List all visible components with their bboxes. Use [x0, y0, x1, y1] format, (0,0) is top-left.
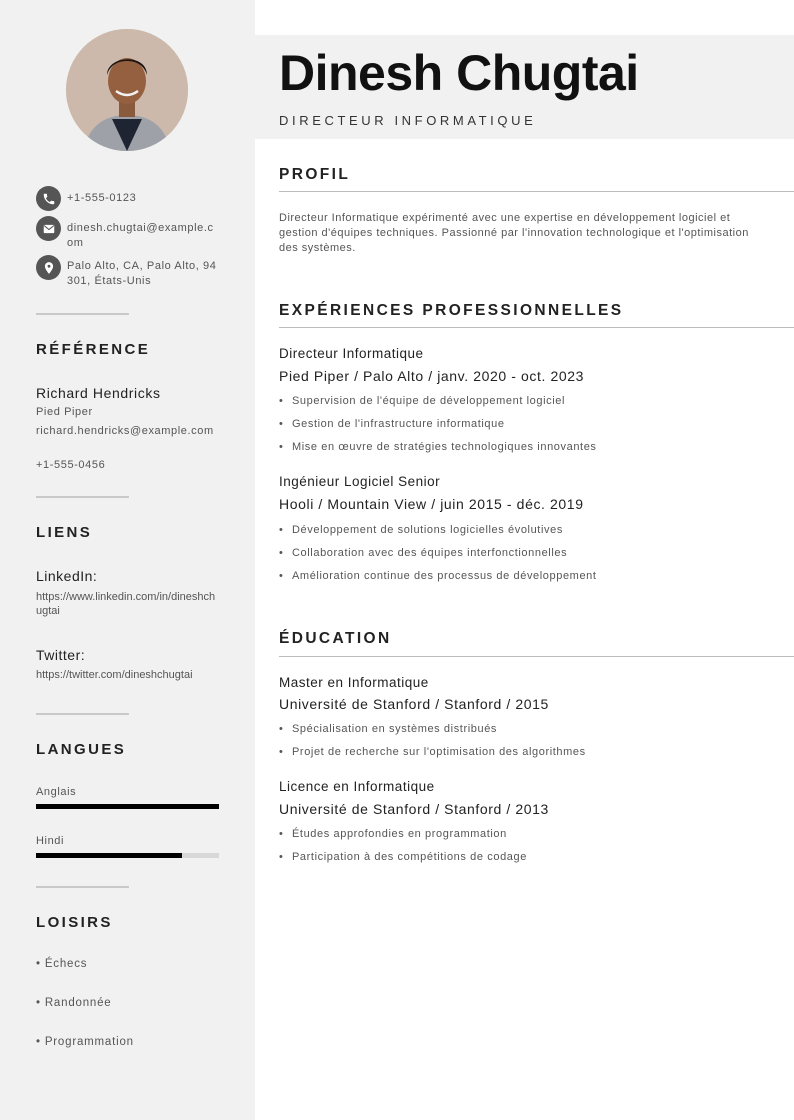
email-text[interactable]: dinesh.chugtai@example.com	[67, 222, 214, 249]
language-level-bar	[36, 804, 219, 809]
avatar-photo	[66, 29, 188, 151]
location-icon	[36, 255, 61, 280]
phone-text: +1-555-0123	[67, 192, 137, 204]
bullet-text: Gestion de l'infrastructure informatique	[292, 418, 505, 430]
contact-email	[36, 216, 217, 251]
candidate-name: Dinesh Chugtai	[279, 45, 639, 101]
education-bullet	[279, 723, 497, 735]
section-rule	[279, 191, 794, 192]
profile-text: Directeur Informatique expérimenté avec une expertise en développement logiciel et gestion d'équipes techniques. Passionné par l'innovation technologique et l'optimisation des systèmes.	[279, 212, 749, 254]
degree-details: Université de Stanford / Stanford / 2013	[279, 801, 549, 817]
bullet-text: Amélioration continue des processus de développement	[292, 570, 597, 582]
degree-title: Licence en Informatique	[279, 779, 435, 794]
bullet-text: Supervision de l'équipe de développement logiciel	[292, 395, 566, 407]
language-level-bar	[36, 853, 219, 858]
degree-details: Université de Stanford / Stanford / 2015	[279, 696, 549, 712]
linkedin-label: LinkedIn:	[36, 568, 98, 584]
contact-address	[36, 255, 217, 289]
sidebar	[0, 0, 255, 1120]
twitter-label: Twitter:	[36, 647, 86, 663]
job-bullet	[279, 524, 563, 536]
divider	[36, 886, 129, 888]
address-text: Palo Alto, CA, Palo Alto, 94301, États-Unis	[67, 260, 217, 287]
reference-email[interactable]: richard.hendricks@example.com	[36, 425, 214, 437]
linkedin-link[interactable]: https://www.linkedin.com/in/dineshchugtai	[36, 591, 216, 617]
job-bullet	[279, 547, 567, 559]
job-details: Pied Piper / Palo Alto / janv. 2020 - oct. 2023	[279, 368, 585, 384]
reference-phone: +1-555-0456	[36, 459, 106, 471]
divider	[36, 496, 129, 498]
bullet-glyph: •	[279, 524, 284, 536]
profile-heading: PROFIL	[279, 166, 351, 183]
bullet-text: Projet de recherche sur l'optimisation des algorithmes	[292, 746, 586, 758]
bullet-text: Participation à des compétitions de codage	[292, 851, 527, 863]
hobby-item: • Randonnée	[36, 997, 112, 1009]
languages-heading: LANGUES	[36, 741, 127, 758]
section-rule	[279, 656, 794, 657]
experience-heading: EXPÉRIENCES PROFESSIONNELLES	[279, 302, 624, 319]
language-level-fill	[36, 853, 182, 858]
bullet-text: Développement de solutions logicielles évolutives	[292, 524, 563, 536]
divider	[36, 713, 129, 715]
job-bullet	[279, 418, 505, 430]
job-title: DIRECTEUR INFORMATIQUE	[279, 113, 537, 128]
bullet-glyph: •	[279, 418, 284, 430]
education-bullet	[279, 851, 527, 863]
job-bullet	[279, 570, 597, 582]
job-role: Ingénieur Logiciel Senior	[279, 474, 441, 489]
contact-phone	[36, 186, 217, 211]
reference-heading: RÉFÉRENCE	[36, 341, 151, 358]
language-name: Anglais	[36, 786, 77, 798]
bullet-text: Mise en œuvre de stratégies technologiques innovantes	[292, 441, 597, 453]
language-name: Hindi	[36, 835, 65, 847]
twitter-link[interactable]: https://twitter.com/dineshchugtai	[36, 669, 193, 681]
education-bullet	[279, 746, 586, 758]
bullet-glyph: •	[279, 828, 284, 840]
hobby-item: • Échecs	[36, 958, 88, 970]
main-content	[255, 0, 794, 1120]
avatar	[66, 29, 188, 151]
hobbies-heading: LOISIRS	[36, 914, 113, 931]
bullet-glyph: •	[279, 851, 284, 863]
bullet-text: Collaboration avec des équipes interfonctionnelles	[292, 547, 568, 559]
section-rule	[279, 327, 794, 328]
job-details: Hooli / Mountain View / juin 2015 - déc. 2019	[279, 496, 584, 512]
bullet-text: Études approfondies en programmation	[292, 828, 507, 840]
degree-title: Master en Informatique	[279, 675, 429, 690]
reference-name: Richard Hendricks	[36, 385, 161, 401]
job-role: Directeur Informatique	[279, 346, 424, 361]
language-level-fill	[36, 804, 219, 809]
hobby-item: • Programmation	[36, 1036, 134, 1048]
bullet-glyph: •	[279, 441, 284, 453]
email-icon	[36, 216, 61, 241]
divider	[36, 313, 129, 315]
bullet-glyph: •	[279, 547, 284, 559]
education-bullet	[279, 828, 507, 840]
job-bullet	[279, 395, 565, 407]
bullet-glyph: •	[279, 395, 284, 407]
bullet-glyph: •	[279, 746, 284, 758]
bullet-text: Spécialisation en systèmes distribués	[292, 723, 498, 735]
phone-icon	[36, 186, 61, 211]
bullet-glyph: •	[279, 570, 284, 582]
reference-company: Pied Piper	[36, 406, 93, 418]
links-heading: LIENS	[36, 524, 93, 541]
bullet-glyph: •	[279, 723, 284, 735]
education-heading: ÉDUCATION	[279, 630, 392, 647]
job-bullet	[279, 441, 597, 453]
